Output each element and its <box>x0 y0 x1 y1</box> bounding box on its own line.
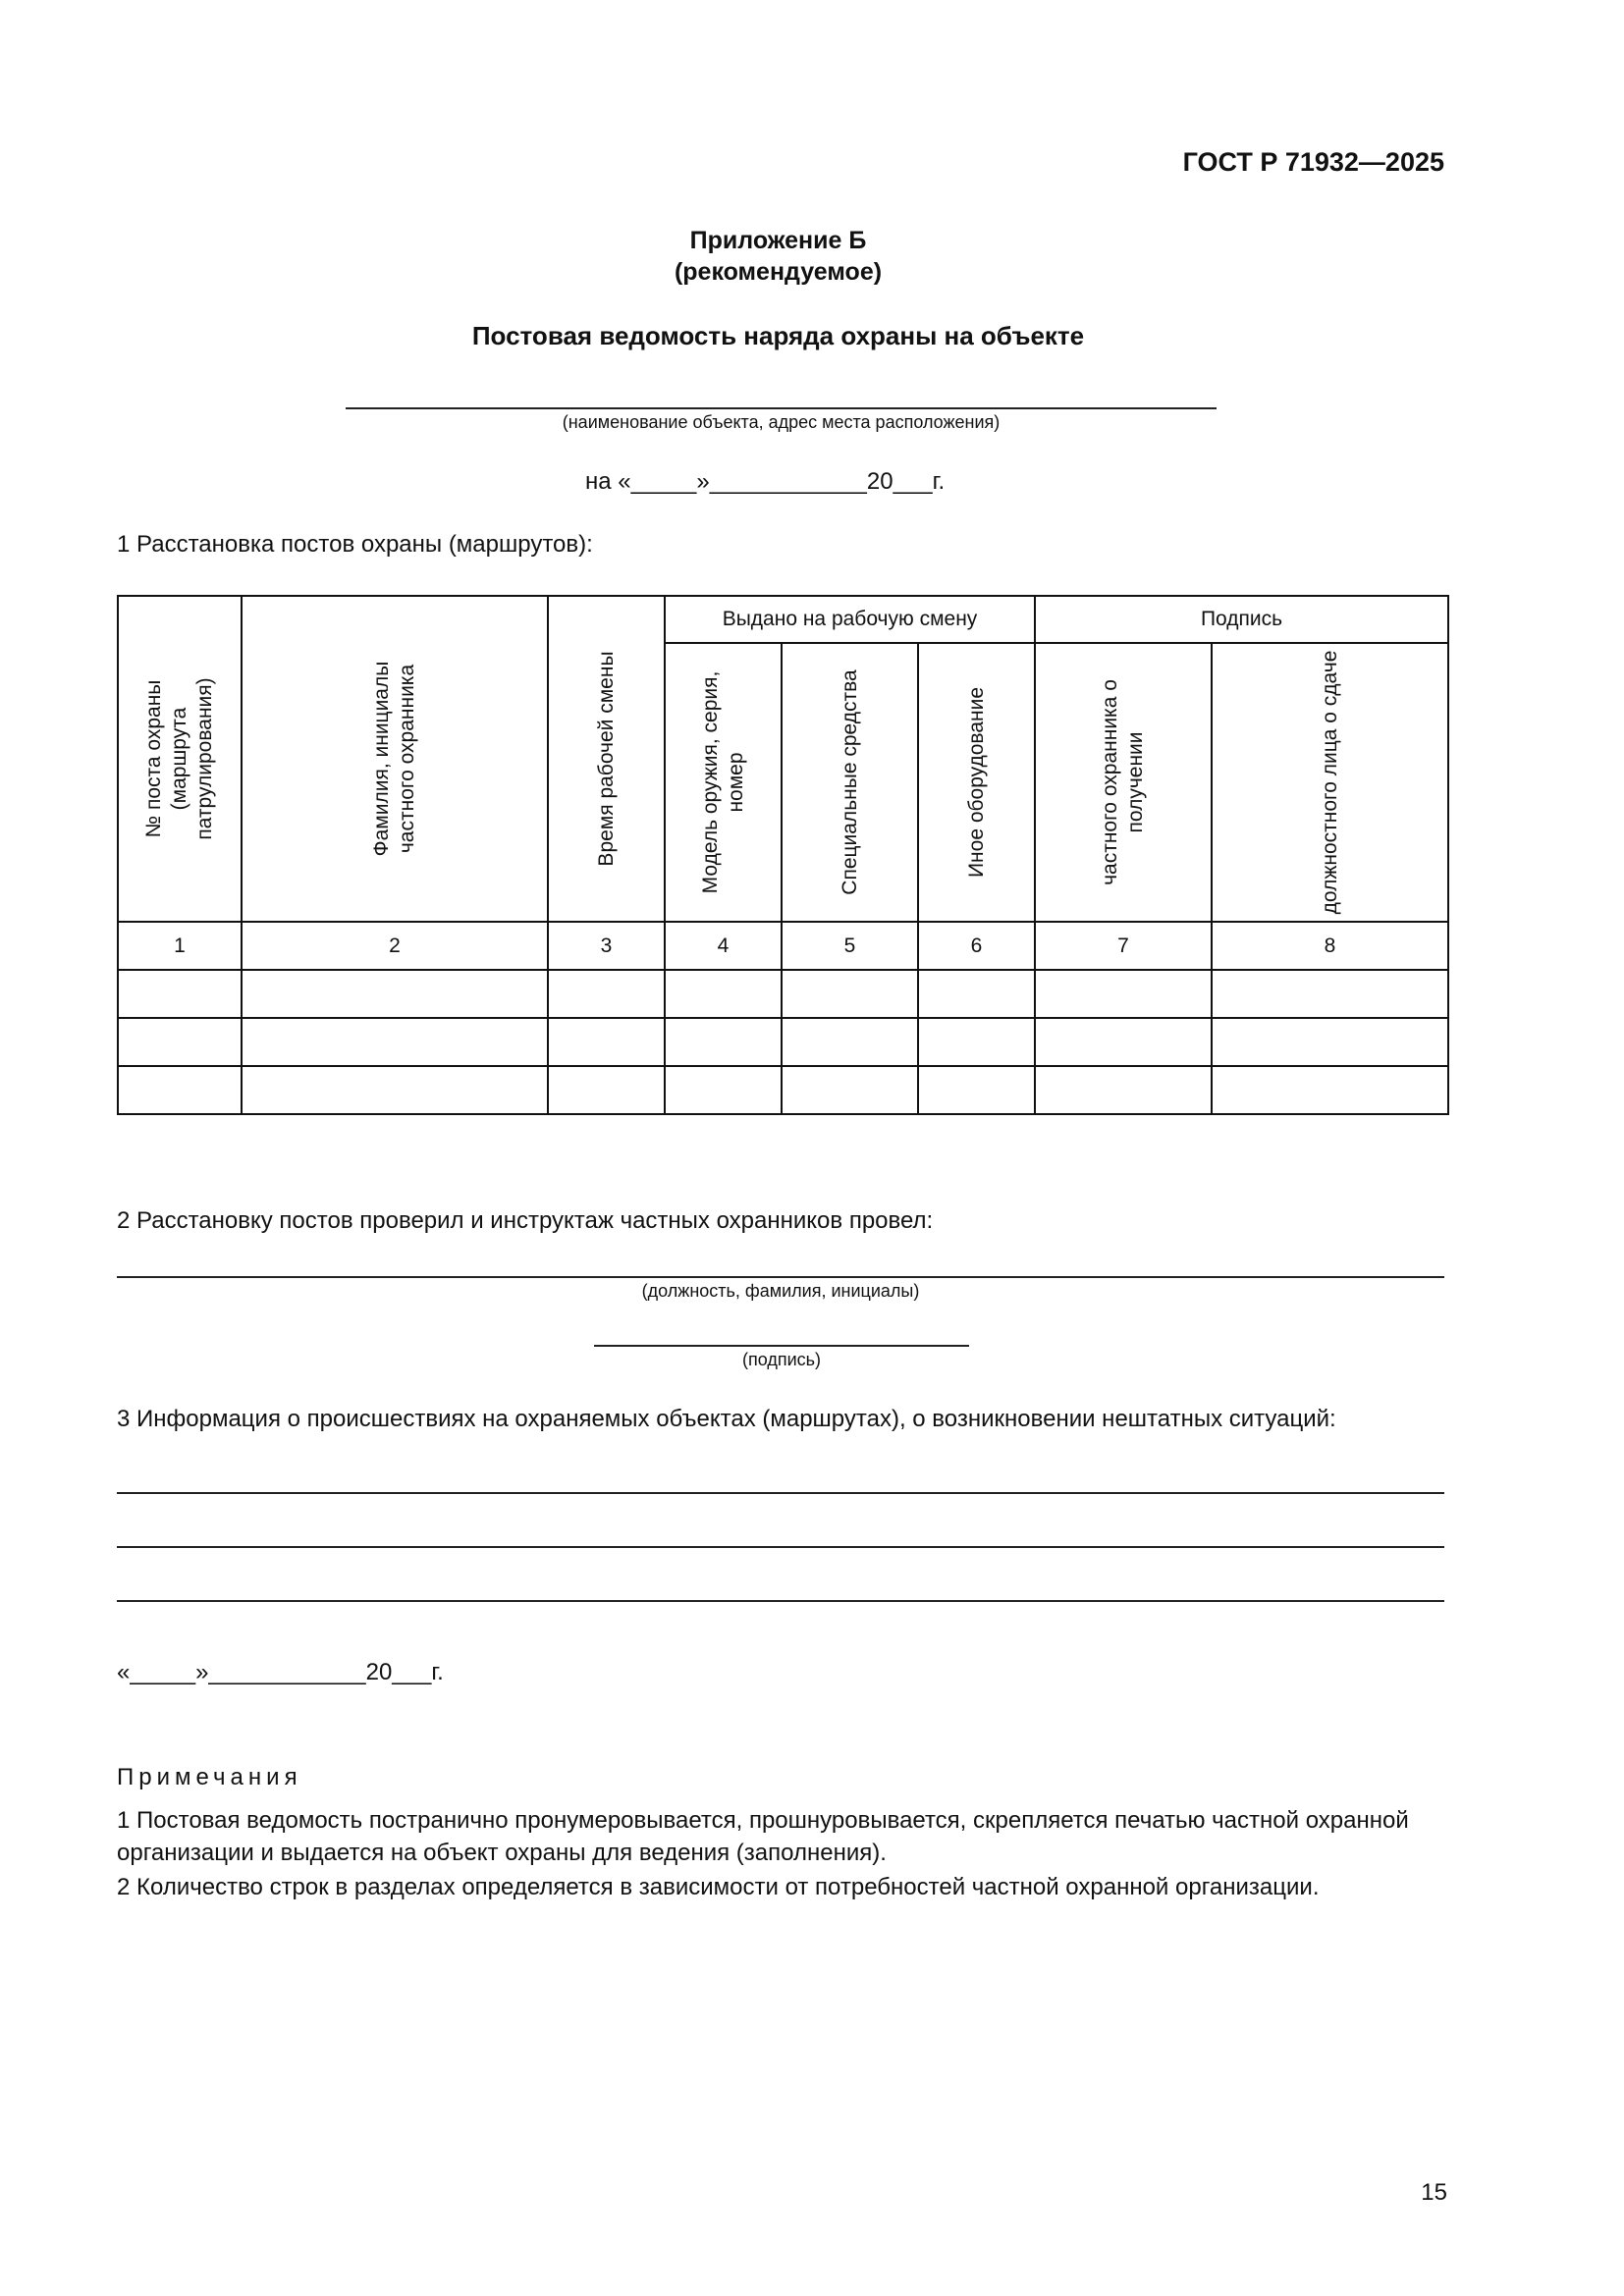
col-header-post-number: № поста охраны (маршрута патрулирования) <box>118 596 242 922</box>
col-header-signature-handover: должностного лица о сдаче <box>1212 643 1448 922</box>
section2-heading: 2 Расстановку постов проверил и инструктаж частных охранников провел: <box>117 1207 934 1234</box>
table-cell[interactable] <box>1035 970 1212 1018</box>
table-cell[interactable] <box>118 970 242 1018</box>
col-header-signature-received: частного охранника о получении <box>1035 643 1212 922</box>
column-number: 2 <box>242 922 548 970</box>
section3-heading: 3 Информация о происшествиях на охраняемых объектах (маршрутах), о возникновении нештатных ситуаций: <box>117 1406 1336 1432</box>
table-row <box>118 970 1448 1018</box>
table-cell[interactable] <box>918 1066 1035 1114</box>
table-cell[interactable] <box>548 1066 665 1114</box>
column-number: 6 <box>918 922 1035 970</box>
column-number: 7 <box>1035 922 1212 970</box>
document-title: Постовая ведомость наряда охраны на объекте <box>471 321 1085 350</box>
col-header-guard-name: Фамилия, инициалы частного охранника <box>242 596 548 922</box>
table-cell[interactable] <box>665 970 782 1018</box>
appendix-heading <box>0 225 1556 288</box>
col-header-special-means: Специальные средства <box>782 643 918 922</box>
incident-line[interactable] <box>117 1492 1444 1494</box>
incident-line[interactable] <box>117 1546 1444 1548</box>
notes-heading: Примечания <box>117 1764 302 1790</box>
table-cell[interactable] <box>782 1066 918 1114</box>
table-cell[interactable] <box>918 970 1035 1018</box>
table-cell[interactable] <box>242 1018 548 1066</box>
col-header-shift-time: Время рабочей смены <box>548 596 665 922</box>
column-number: 8 <box>1212 922 1448 970</box>
table-cell[interactable] <box>548 970 665 1018</box>
date-line-top: на «_____»____________20___г. <box>585 468 946 495</box>
column-number: 4 <box>665 922 782 970</box>
table-cell[interactable] <box>665 1066 782 1114</box>
date-line-bottom: «_____»____________20___г. <box>117 1659 444 1685</box>
object-name-caption: (наименование объекта, адрес места расположения) <box>562 412 1001 432</box>
col-header-weapon: Модель оружия, серия, номер <box>665 643 782 922</box>
position-name-line[interactable] <box>117 1276 1444 1278</box>
table-cell[interactable] <box>918 1018 1035 1066</box>
column-numbers-row <box>118 922 1448 970</box>
table-cell[interactable] <box>782 1018 918 1066</box>
column-number: 3 <box>548 922 665 970</box>
table-cell[interactable] <box>242 970 548 1018</box>
table-cell[interactable] <box>1212 1018 1448 1066</box>
incident-line[interactable] <box>117 1600 1444 1602</box>
table-cell[interactable] <box>1212 1066 1448 1114</box>
table-cell[interactable] <box>1212 970 1448 1018</box>
note-item: 2 Количество строк в разделах определяется в зависимости от потребностей частной охранной организации. <box>117 1874 1320 1900</box>
signature-line[interactable] <box>594 1345 969 1347</box>
table-row <box>118 1018 1448 1066</box>
table-header-row-1 <box>118 596 1448 643</box>
signature-caption: (подпись) <box>741 1350 822 1369</box>
object-name-line <box>346 407 1217 409</box>
appendix-title: Приложение Б <box>689 227 867 254</box>
position-name-caption: (должность, фамилия, инициалы) <box>641 1281 920 1301</box>
table-cell[interactable] <box>1035 1066 1212 1114</box>
appendix-subtitle: (рекомендуемое) <box>674 258 883 286</box>
table-cell[interactable] <box>118 1018 242 1066</box>
table-row <box>118 1066 1448 1114</box>
section1-heading: 1 Расстановка постов охраны (маршрутов): <box>117 531 593 558</box>
column-number: 1 <box>118 922 242 970</box>
note-item: 1 Постовая ведомость постранично пронумеровывается, прошнуровывается, скрепляется печатью частной охранной организации и выдается на объект охраны для ведения (заполнения). <box>117 1807 1409 1866</box>
table-cell[interactable] <box>118 1066 242 1114</box>
group-header-issued: Выдано на рабочую смену <box>665 596 1035 643</box>
table-cell[interactable] <box>782 970 918 1018</box>
page-number: 15 <box>1421 2179 1447 2206</box>
table-cell[interactable] <box>665 1018 782 1066</box>
table-cell[interactable] <box>548 1018 665 1066</box>
standard-code: ГОСТ Р 71932—2025 <box>1182 147 1444 177</box>
table-cell[interactable] <box>1035 1018 1212 1066</box>
group-header-signature: Подпись <box>1035 596 1448 643</box>
posts-table <box>117 595 1449 1115</box>
table-cell[interactable] <box>242 1066 548 1114</box>
column-number: 5 <box>782 922 918 970</box>
col-header-other-equipment: Иное оборудование <box>918 643 1035 922</box>
